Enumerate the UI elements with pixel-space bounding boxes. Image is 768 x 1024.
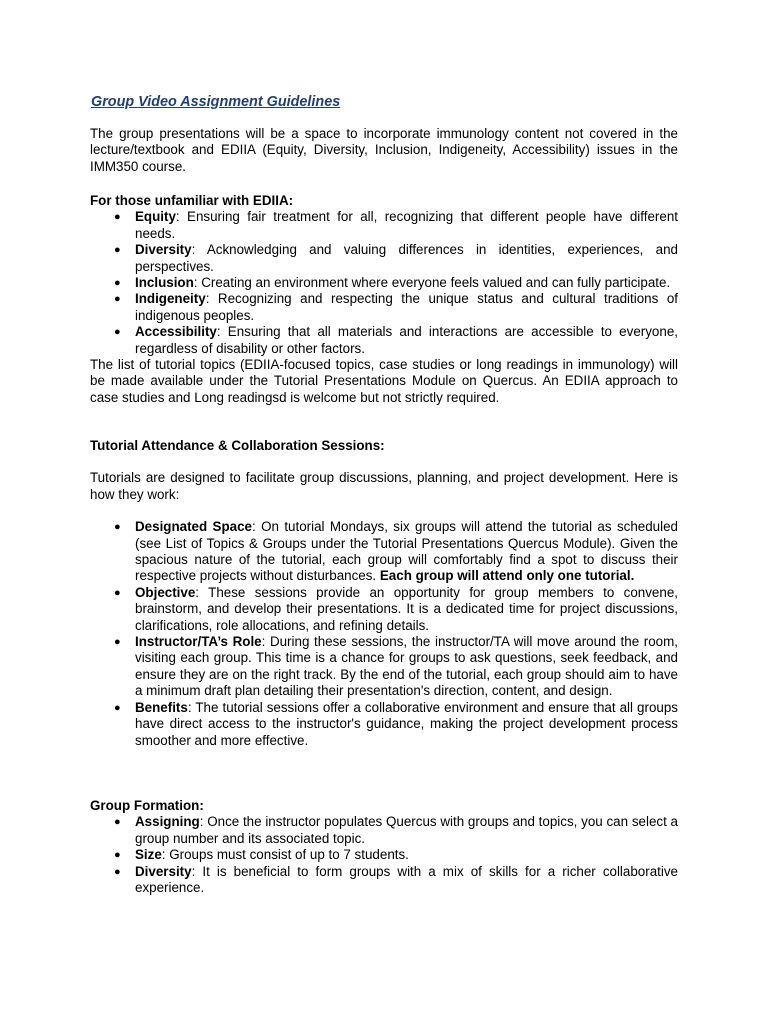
intro-paragraph: The group presentations will be a space to incorporate immunology content not covered in the lecture/textbook and EDIIA (Equity, Diversity, Inclusion, Indigeneity, Accessibility) issues in the IMM350 course.: [90, 126, 678, 174]
ediia-section: [90, 193, 678, 406]
ediia-heading: For those unfamiliar with EDIIA:: [90, 193, 294, 208]
description: : Creating an environment where everyone feels valued and can fully participate.: [193, 275, 671, 291]
description: : These sessions provide an opportunity for group members to convene, brainstorm, and develop their presentations. It is a dedicated time for project discussions, clarifications, role allocations, and refining details.: [135, 584, 678, 633]
description: : It is beneficial to form groups with a mix of skills for a richer collaborative experience.: [135, 863, 678, 896]
term: Objective: [135, 584, 196, 600]
tutorial-heading: Tutorial Attendance & Collaboration Sessions:: [90, 438, 385, 453]
term: Designated Space: [135, 519, 252, 535]
intro-section: [90, 126, 678, 175]
tutorial-list: [90, 519, 678, 749]
bullet-icon: ●: [114, 849, 121, 862]
list-item: [90, 209, 678, 242]
bullet-icon: ●: [114, 293, 121, 306]
bullet-icon: ●: [114, 865, 121, 878]
emphasis: Each group will attend only one tutorial.: [379, 568, 635, 584]
list-item: [90, 585, 678, 634]
description: : Recognizing and respecting the unique status and cultural traditions of indigenous peoples.: [135, 291, 678, 323]
bullet-icon: ●: [114, 701, 121, 714]
tutorial-intro: Tutorials are designed to facilitate group discussions, planning, and project development. Here is how they work:: [90, 470, 678, 502]
page-title: Group Video Assignment Guidelines: [91, 94, 341, 110]
list-item: [90, 864, 678, 897]
list-item: [90, 519, 678, 585]
list-item: [90, 324, 678, 357]
formation-section: [90, 798, 678, 896]
formation-list: [90, 814, 678, 896]
bullet-icon: ●: [114, 211, 121, 224]
bullet-icon: ●: [114, 636, 121, 649]
bullet-icon: ●: [114, 244, 121, 257]
term: Inclusion: [135, 275, 194, 291]
bullet-icon: ●: [114, 816, 121, 829]
bullet-icon: ●: [114, 326, 121, 339]
description: : During these sessions, the instructor/TA will move around the room, visiting each group. This time is a chance for groups to ask questions, seek feedback, and ensure they are on the right track. By the end of the tutorial, each group should aim to have a minimum draft plan detailing their presentation's direction, content, and design.: [135, 634, 678, 699]
bullet-icon: ●: [114, 586, 121, 599]
list-item: [90, 242, 678, 275]
description: : Groups must consist of up to 7 students.: [161, 847, 409, 863]
topics-paragraph: The list of tutorial topics (EDIIA-focused topics, case studies or long readings in immunology) will be made available under the Tutorial Presentations Module on Quercus. An EDIIA approach to case studies and Long readingsd is welcome but not strictly required.: [90, 357, 678, 405]
term: Assigning: [135, 814, 200, 830]
term: Diversity: [135, 863, 192, 879]
term: Size: [135, 847, 162, 863]
description: : Once the instructor populates Quercus with groups and topics, you can select a group number and its associated topic.: [135, 814, 678, 846]
bullet-icon: ●: [114, 277, 121, 290]
description: : Ensuring fair treatment for all, recognizing that different people have different needs.: [135, 209, 678, 241]
tutorial-section: [90, 438, 678, 749]
term: Instructor/TA’s Role: [135, 634, 262, 650]
description: : Ensuring that all materials and interactions are accessible to everyone, regardless of disability or other factors.: [135, 324, 678, 356]
term: Diversity: [135, 242, 192, 258]
description: : The tutorial sessions offer a collaborative environment and ensure that all groups have direct access to the instructor's guidance, making the project development process smoother and more effective.: [135, 699, 678, 748]
description: : Acknowledging and valuing differences in identities, experiences, and perspectives.: [135, 242, 678, 274]
list-item: [90, 291, 678, 324]
term: Indigeneity: [135, 291, 206, 307]
list-item: [90, 700, 678, 749]
term: Equity: [135, 209, 176, 225]
term: Benefits: [135, 699, 188, 715]
ediia-list: [90, 209, 678, 357]
formation-heading: Group Formation:: [90, 798, 204, 813]
term: Accessibility: [135, 324, 217, 340]
list-item: [90, 847, 678, 863]
list-item: [90, 275, 678, 291]
list-item: [90, 634, 678, 700]
list-item: [90, 814, 678, 847]
description: : On tutorial Mondays, six groups will attend the tutorial as scheduled (see List of Topics & Groups under the Tutorial Presentations Quercus Module). Given the spacious nature of the tutorial, each group will comfortably find a spot to discuss their respective projects without disturbances.: [135, 519, 678, 584]
bullet-icon: ●: [114, 521, 121, 534]
